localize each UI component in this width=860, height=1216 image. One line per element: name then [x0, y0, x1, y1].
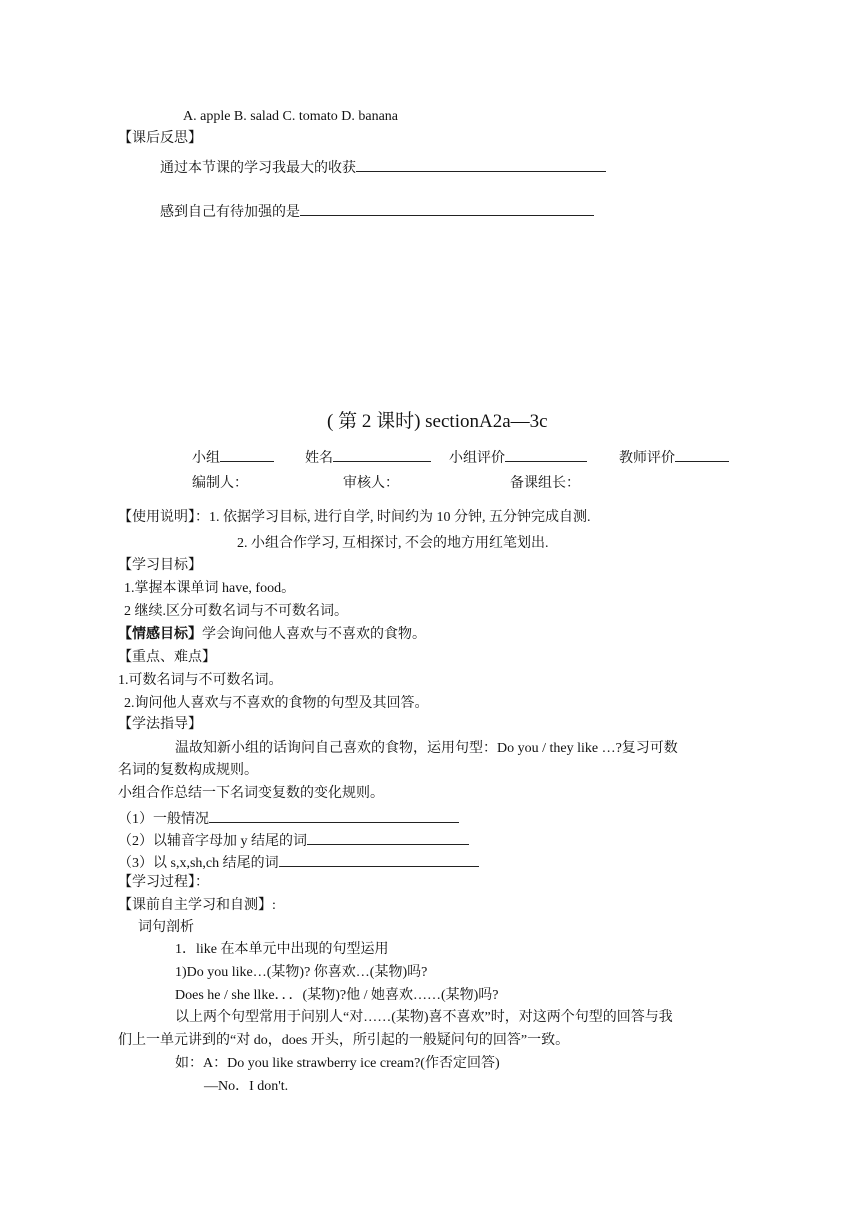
- usage-line-1: [118, 509, 591, 527]
- improve-blank[interactable]: [300, 201, 594, 216]
- rule-2-label: （2）以辅音字母加 y 结尾的词: [118, 834, 307, 849]
- goal-2: 2 继续.区分可数名词与不可数名词。: [124, 604, 348, 619]
- process-heading: 【学习过程】：: [118, 875, 209, 890]
- gain-label: 通过本节课的学习我最大的收获: [160, 161, 356, 176]
- answer-options: A. apple B. salad C. tomato D. banana: [183, 109, 399, 124]
- key-heading: 【重点、难点】: [118, 650, 216, 665]
- rule-2: [118, 830, 469, 851]
- reviewer-label: 审核人：: [343, 476, 399, 491]
- group-eval-label: 小组评价: [449, 451, 505, 466]
- key-2: 2.询问他人喜欢与不喜欢的食物的句型及其回答。: [124, 696, 429, 711]
- rule-2-blank[interactable]: [307, 830, 469, 845]
- improve-line: [160, 201, 594, 222]
- preclass-heading: 【课前自主学习和自测】:: [118, 898, 276, 913]
- improve-label: 感到自己有待加强的是: [160, 205, 300, 220]
- item-1-2: Does he / she llke．．．(某物)?他 / 她喜欢……(某物)吗?: [175, 988, 499, 1003]
- usage-item-2: 2. 小组合作学习, 互相探讨, 不会的地方用红笔划出.: [237, 536, 549, 551]
- lesson-title: ( 第 2 课时) sectionA2a—3c: [327, 411, 548, 432]
- group-eval-blank[interactable]: [505, 447, 587, 462]
- analysis-label: 词句剖析: [138, 920, 194, 935]
- method-heading: 【学法指导】: [118, 717, 202, 732]
- teacher-eval-field: [619, 447, 729, 468]
- method-p2: 小组合作总结一下名词变复数的变化规则。: [118, 786, 384, 801]
- name-label: 姓名: [305, 451, 333, 466]
- leader-label: 备课组长：: [510, 476, 580, 491]
- goals-heading: 【学习目标】: [118, 558, 202, 573]
- teacher-eval-blank[interactable]: [675, 447, 729, 462]
- teacher-eval-label: 教师评价: [619, 451, 675, 466]
- rule-3: [118, 852, 479, 873]
- name-blank[interactable]: [333, 447, 431, 462]
- reflection-heading: 【课后反思】: [118, 131, 202, 146]
- gain-line: [160, 157, 606, 178]
- para-a: 以上两个句型常用于问别人“对……(某物)喜不喜欢”时，对这两个句型的回答与我: [175, 1010, 673, 1025]
- editor-label: 编制人：: [192, 476, 248, 491]
- rule-1-label: （1）一般情况: [118, 812, 209, 827]
- group-eval-field: [449, 447, 587, 468]
- group-blank[interactable]: [220, 447, 274, 462]
- emotion-line: [118, 626, 426, 644]
- goal-1: 1.掌握本课单词 have, food。: [124, 581, 296, 596]
- method-p1b: 名词的复数构成规则。: [118, 763, 258, 778]
- rule-1-blank[interactable]: [209, 808, 459, 823]
- gain-blank[interactable]: [356, 157, 606, 172]
- method-p1a: 温故知新小组的话询问自己喜欢的食物，运用句型：Do you / they like …?复习可数: [175, 741, 678, 756]
- emotion-heading: 【情感目标】: [118, 627, 202, 642]
- name-field: [305, 447, 431, 468]
- rule-3-blank[interactable]: [279, 852, 479, 867]
- example-question: 如：A：Do you like strawberry ice cream?(作否定回答): [175, 1056, 500, 1071]
- emotion-text: 学会询问他人喜欢与不喜欢的食物。: [202, 627, 426, 642]
- key-1: 1.可数名词与不可数名词。: [118, 673, 283, 688]
- example-answer: —No．I don't.: [204, 1079, 289, 1094]
- item-1: 1．like 在本单元中出现的句型运用: [175, 942, 389, 957]
- group-field: [192, 447, 274, 468]
- rule-3-label: （3）以 s,x,sh,ch 结尾的词: [118, 856, 279, 871]
- usage-item-1: ：1. 依据学习目标, 进行自学, 时间约为 10 分钟, 五分钟完成自测.: [195, 510, 591, 525]
- usage-heading: 【使用说明】: [118, 510, 195, 525]
- group-label: 小组: [192, 451, 220, 466]
- rule-1: [118, 808, 459, 829]
- item-1-1: 1)Do you like…(某物)? 你喜欢…(某物)吗?: [175, 965, 428, 980]
- para-b: 们上一单元讲到的“对 do，does 开头，所引起的一般疑问句的回答”一致。: [118, 1033, 570, 1048]
